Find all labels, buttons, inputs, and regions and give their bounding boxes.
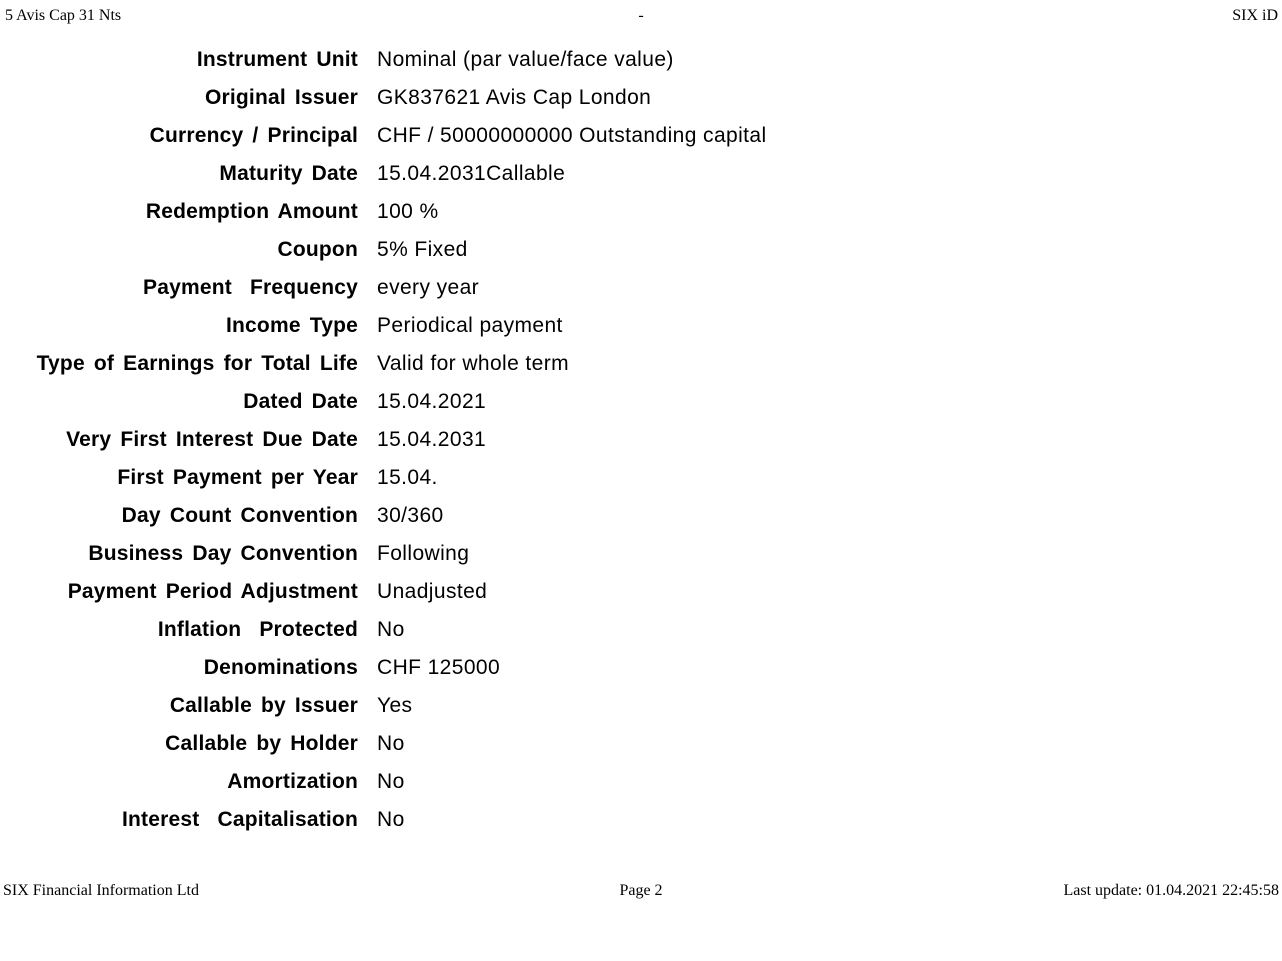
field-row (0, 117, 1282, 155)
field-row (0, 231, 1282, 269)
field-value: CHF / 50000000000 Outstanding capital (377, 124, 767, 147)
field-value: 15.04.2031Callable (377, 162, 566, 185)
field-value: 30/360 (377, 504, 444, 527)
field-value: Valid for whole term (377, 352, 570, 375)
field-row (0, 763, 1282, 801)
field-value: No (377, 732, 405, 755)
field-label: First Payment per Year (117, 466, 358, 489)
footer-page-number: Page 2 (619, 882, 663, 899)
field-label: Currency / Principal (149, 124, 358, 147)
field-row (0, 497, 1282, 535)
field-label: Day Count Convention (121, 504, 358, 527)
page-header (0, 6, 1282, 26)
field-row (0, 307, 1282, 345)
field-label: Redemption Amount (145, 200, 358, 223)
field-value: 100 % (377, 200, 439, 223)
field-row (0, 459, 1282, 497)
field-label: Payment Period Adjustment (67, 580, 358, 603)
field-row (0, 725, 1282, 763)
field-row (0, 155, 1282, 193)
field-label: Coupon (277, 238, 358, 261)
field-row (0, 79, 1282, 117)
header-separator-dash: - (638, 7, 644, 24)
field-value: Unadjusted (377, 580, 488, 603)
field-label: Business Day Convention (88, 542, 358, 565)
field-value: Yes (377, 694, 413, 717)
field-label: Type of Earnings for Total Life (36, 352, 358, 375)
field-value: 15.04.2031 (377, 428, 487, 451)
field-label: Very First Interest Due Date (66, 428, 358, 451)
field-value: GK837621 Avis Cap London (377, 86, 652, 109)
field-label: Inflation Protected (157, 618, 358, 641)
field-label: Dated Date (243, 390, 358, 413)
field-value: CHF 125000 (377, 656, 501, 679)
field-row (0, 193, 1282, 231)
field-row (0, 573, 1282, 611)
header-brand-six-id: SIX iD (1232, 7, 1278, 24)
field-row (0, 535, 1282, 573)
field-label: Maturity Date (219, 162, 358, 185)
field-row (0, 421, 1282, 459)
instrument-detail-table (0, 41, 1282, 839)
field-label: Callable by Issuer (169, 694, 358, 717)
field-row (0, 611, 1282, 649)
field-label: Callable by Holder (165, 732, 358, 755)
field-row (0, 345, 1282, 383)
field-value: No (377, 618, 405, 641)
header-instrument-title: 5 Avis Cap 31 Nts (5, 7, 122, 24)
field-row (0, 687, 1282, 725)
field-value: No (377, 770, 405, 793)
footer-company-name: SIX Financial Information Ltd (3, 882, 199, 899)
field-label: Original Issuer (204, 86, 358, 109)
field-value: No (377, 808, 405, 831)
field-value: 15.04. (377, 466, 438, 489)
field-label: Amortization (227, 770, 358, 793)
field-row (0, 801, 1282, 839)
field-label: Denominations (203, 656, 358, 679)
field-label: Instrument Unit (196, 48, 358, 71)
field-value: Nominal (par value/face value) (377, 48, 674, 71)
field-row (0, 649, 1282, 687)
field-value: 15.04.2021 (377, 390, 487, 413)
field-label: Interest Capitalisation (121, 808, 358, 831)
field-label: Income Type (225, 314, 358, 337)
field-row (0, 383, 1282, 421)
footer-last-update: Last update: 01.04.2021 22:45:58 (1063, 882, 1279, 899)
field-value: Following (377, 542, 470, 565)
field-value: Periodical payment (377, 314, 563, 337)
page-footer (0, 881, 1282, 901)
field-value: 5% Fixed (377, 238, 468, 261)
field-label: Payment Frequency (142, 276, 358, 299)
field-row (0, 269, 1282, 307)
field-row (0, 41, 1282, 79)
field-value: every year (377, 276, 480, 299)
